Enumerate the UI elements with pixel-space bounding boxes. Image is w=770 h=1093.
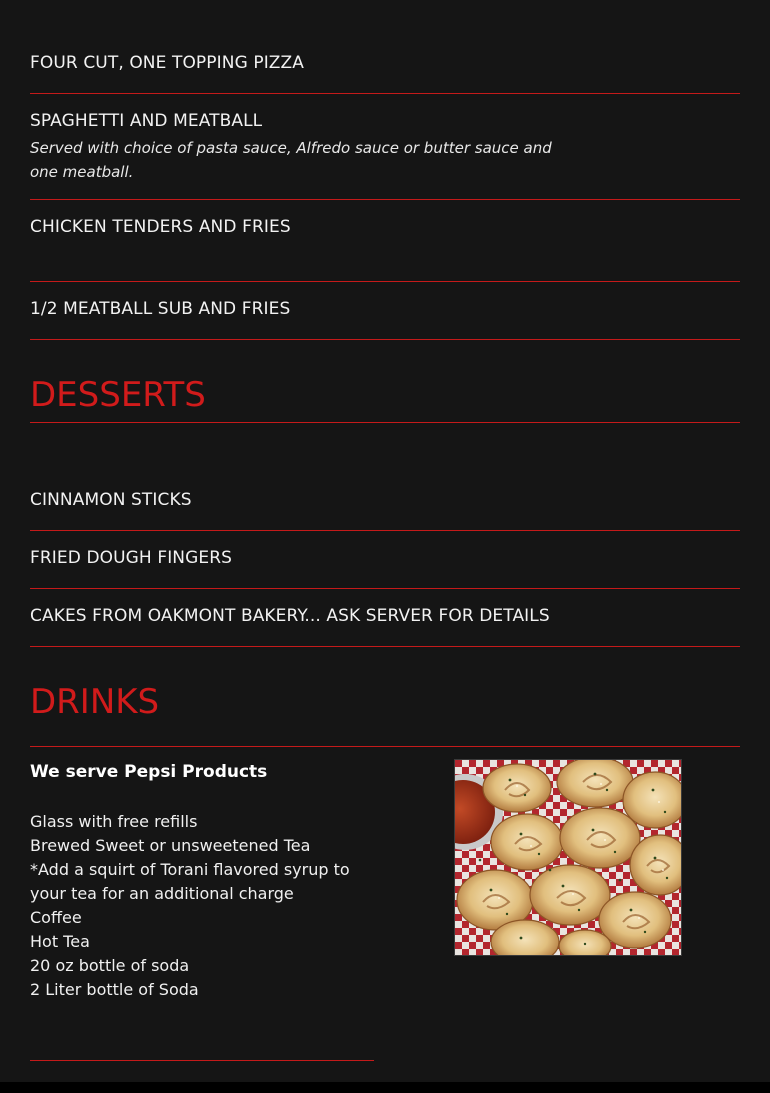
divider [30, 199, 740, 200]
divider [30, 588, 740, 589]
menu-item-title: 1/2 MEATBALL SUB AND FRIES [30, 299, 291, 319]
drinks-heading: We serve Pepsi Products [30, 762, 268, 782]
divider [30, 422, 740, 423]
menu-item-title: CHICKEN TENDERS AND FRIES [30, 217, 291, 237]
drinks-list-item: *Add a squirt of Torani flavored syrup to your tea for an additional charge [30, 860, 350, 903]
divider [30, 339, 740, 340]
divider [30, 93, 740, 94]
drinks-list [30, 810, 370, 1002]
page-bottom-bar [0, 1082, 770, 1093]
drinks-list-item: 2 Liter bottle of Soda [30, 980, 199, 999]
divider [30, 281, 740, 282]
dessert-item-title: CINNAMON STICKS [30, 490, 192, 510]
divider [30, 530, 740, 531]
dessert-item-title: FRIED DOUGH FINGERS [30, 548, 233, 568]
menu-item-description: Served with choice of pasta sauce, Alfredo sauce or butter sauce and one meatball. [30, 139, 552, 181]
menu-item-title: SPAGHETTI AND MEATBALL [30, 111, 263, 131]
section-title-drinks: DRINKS [30, 682, 160, 722]
dessert-item-title: CAKES FROM OAKMONT BAKERY... ASK SERVER FOR DETAILS [30, 606, 550, 626]
section-title-desserts: DESSERTS [30, 375, 206, 415]
divider [30, 646, 740, 647]
garlic-knots-photo [454, 759, 682, 956]
menu-item-title: FOUR CUT, ONE TOPPING PIZZA [30, 53, 305, 73]
drinks-list-item: Hot Tea [30, 932, 90, 951]
drinks-list-item: Glass with free refills [30, 812, 198, 831]
drinks-list-item: 20 oz bottle of soda [30, 956, 190, 975]
divider [30, 1060, 374, 1061]
garlic-knots-image [455, 760, 681, 955]
drinks-list-item: Coffee [30, 908, 82, 927]
drinks-list-item: Brewed Sweet or unsweetened Tea [30, 836, 311, 855]
divider [30, 746, 740, 747]
